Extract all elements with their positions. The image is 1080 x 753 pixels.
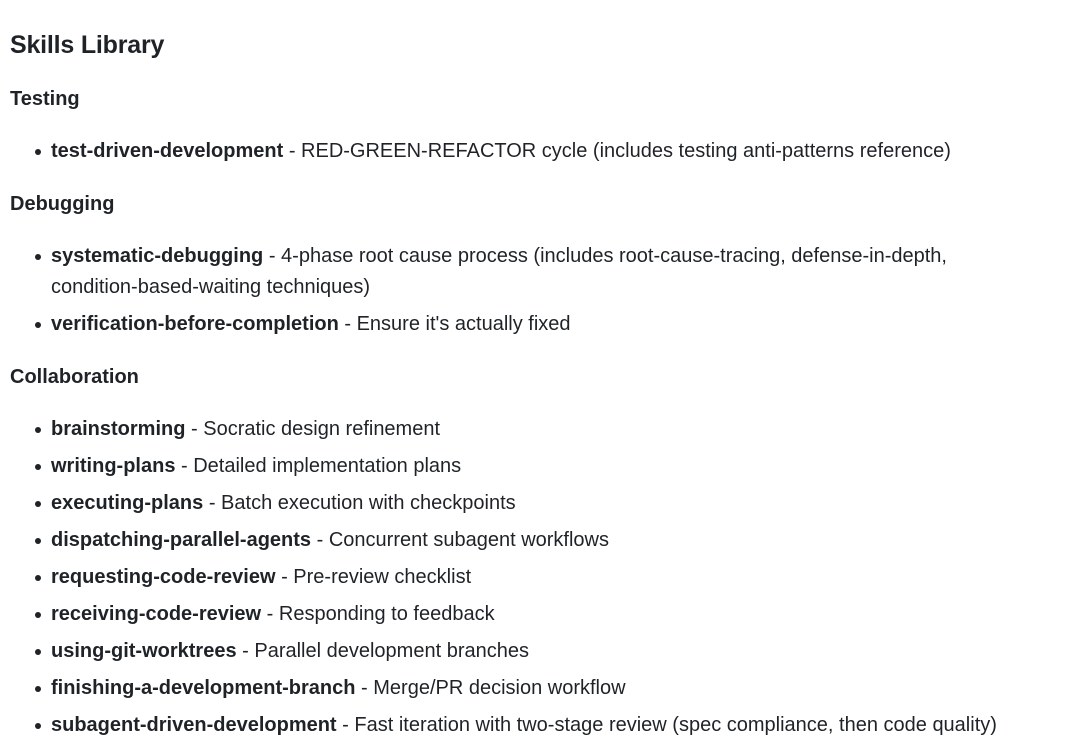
skill-description: Batch execution with checkpoints [221, 492, 516, 514]
list-item [10, 136, 951, 167]
skill-description: Socratic design refinement [203, 418, 441, 440]
list-item [10, 241, 1010, 303]
section-heading-testing: Testing [10, 88, 80, 110]
skill-description: Concurrent subagent workflows [328, 529, 609, 551]
skill-name: using-git-worktrees [51, 640, 237, 662]
separator: - [355, 677, 374, 699]
skill-name: requesting-code-review [51, 566, 276, 588]
separator: - [261, 603, 279, 625]
section-heading-collaboration: Collaboration [10, 366, 139, 388]
skill-description: Ensure it's actually fixed [356, 313, 571, 335]
skill-name: test-driven-development [51, 140, 284, 162]
list-item [10, 599, 997, 630]
skill-description: RED-GREEN-REFACTOR cycle (includes testing anti-patterns reference) [301, 140, 951, 162]
separator: - [275, 566, 294, 588]
separator: - [236, 640, 255, 662]
separator: - [175, 455, 194, 477]
section-heading-debugging: Debugging [10, 193, 115, 215]
list-debugging [10, 241, 1010, 346]
separator: - [203, 492, 222, 514]
list-item [10, 414, 997, 445]
list-item [10, 562, 997, 593]
list-item [10, 673, 997, 704]
separator: - [263, 245, 282, 267]
skill-name: verification-before-completion [51, 313, 339, 335]
skill-name: dispatching-parallel-agents [51, 529, 312, 551]
skill-name: finishing-a-development-branch [51, 677, 356, 699]
separator: - [185, 418, 204, 440]
separator: - [311, 529, 329, 551]
page-title: Skills Library [10, 31, 165, 59]
separator: - [283, 140, 302, 162]
list-item [10, 710, 997, 741]
list-item [10, 636, 997, 667]
separator: - [338, 313, 357, 335]
skill-description: Parallel development branches [254, 640, 529, 662]
skill-description: Merge/PR decision workflow [373, 677, 626, 699]
list-item [10, 525, 997, 556]
skill-name: subagent-driven-development [51, 714, 337, 736]
skill-description: Pre-review checklist [293, 566, 472, 588]
skill-name: brainstorming [51, 418, 186, 440]
list-item [10, 451, 997, 482]
skill-description: Detailed implementation plans [193, 455, 462, 477]
list-item [10, 309, 1010, 340]
separator: - [336, 714, 355, 736]
list-item [10, 488, 997, 519]
skill-description: 4-phase root cause process (includes root-cause-tracing, defense-in-depth, condition-based-waiting techniques) [51, 245, 947, 298]
skill-name: executing-plans [51, 492, 204, 514]
list-collaboration [10, 414, 997, 747]
skill-name: writing-plans [51, 455, 176, 477]
skill-description: Fast iteration with two-stage review (spec compliance, then code quality) [354, 714, 997, 736]
list-testing [10, 136, 951, 173]
skill-name: receiving-code-review [51, 603, 262, 625]
skill-description: Responding to feedback [278, 603, 495, 625]
skill-name: systematic-debugging [51, 245, 264, 267]
